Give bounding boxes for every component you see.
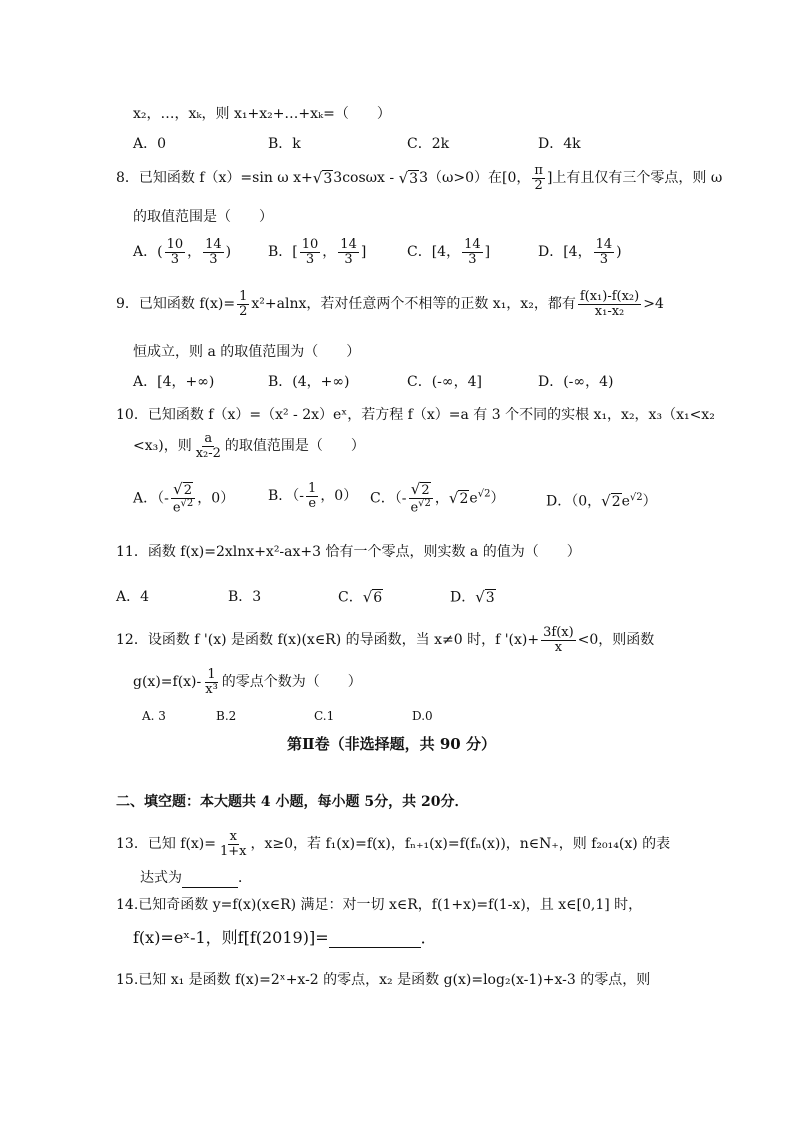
q8-option-c[interactable]: C．[4， $\frac{14}{3}$ ] xyxy=(407,237,491,267)
q8-text-b: 3cosωx - xyxy=(333,170,399,187)
question-10: 10．已知函数 f（x）=（x² - 2x）eˣ，若方程 f（x）=a 有 3 个不同的实根 x₁，x₂，x₃（x₁<x₂ xyxy=(116,407,715,423)
q10-line2: <x₃)，则 $\frac{a}{\text{x₂-2}}$ 的取值范围是（ ） xyxy=(133,431,365,461)
question-14: 14.已知奇函数 y=f(x)(x∈R) 满足：对一切 x∈R，f(1+x)=f(1-x)，且 x∈[0,1] 时， xyxy=(116,897,643,913)
q8-text-d: ]上有且仅有三个零点，则 ω xyxy=(546,170,723,187)
question-9: 9．已知函数 f(x)= $\frac{1}{2}$ x²+alnx，若对任意两个不相等的正数 x₁，x₂，都有 $\frac{\text{f(x₁)-f(x₂)}}{\text{x₁-x₂}}$ >4 xyxy=(116,289,664,319)
question-7-tail: x₂，…，xₖ，则 x₁+x₂+…+xₖ=（ ） xyxy=(133,106,391,122)
question-8 xyxy=(116,164,722,192)
q14-line2: f(x)=eˣ-1，则f[f(2019)]= ． xyxy=(133,928,437,947)
question-13: 13．已知 f(x)= $\frac{x}{1+x}$ ，x≥0，若 f₁(x)=f(x)，fₙ₊₁(x)=f(fₙ(x))，n∈N₊，则 f₂₀₁₄(x) 的表 xyxy=(116,829,671,859)
q10-option-a[interactable]: A．（- $\frac{√2}{e^{√2}}$ ，0） xyxy=(133,480,235,516)
q11-option-d[interactable]: D．√3 xyxy=(450,588,495,606)
part-2-heading: 第Ⅱ卷（非选择题，共 90 分） xyxy=(287,735,496,753)
difference-quotient: $\frac{\text{f(x₁)-f(x₂)}}{\text{x₁-x₂}}$ xyxy=(579,289,640,319)
q9-option-a[interactable]: A．[4，+∞) xyxy=(133,374,215,390)
q8-line2: 的取值范围是（ ） xyxy=(133,209,273,225)
q7-option-a[interactable]: A．0 xyxy=(133,136,167,152)
q8-option-a[interactable]: A．( $\frac{10}{3}$ ， $\frac{14}{3}$ ) xyxy=(133,237,232,267)
q12-option-a[interactable]: A. 3 xyxy=(142,709,166,723)
q7-option-c[interactable]: C．2k xyxy=(407,136,450,152)
q13-line2: 达式为 ． xyxy=(140,870,252,886)
q7-option-d[interactable]: D．4k xyxy=(538,136,581,152)
q9-option-d[interactable]: D．(-∞，4) xyxy=(538,374,614,390)
q8-option-b[interactable]: B．[ $\frac{10}{3}$ ， $\frac{14}{3}$ ] xyxy=(268,237,367,267)
pi-over-2: $\frac{\pi}{2}$ xyxy=(534,163,543,193)
q12-line2: g(x)=f(x)- $\frac{1}{\text{x³}}$ 的零点个数为（ ） xyxy=(133,667,362,697)
q11-option-b[interactable]: B．3 xyxy=(228,589,262,605)
q9-option-c[interactable]: C．(-∞，4] xyxy=(407,374,482,390)
q11-option-c[interactable]: C．√6 xyxy=(338,588,383,606)
question-11: 11．函数 f(x)=2xlnx+x²-ax+3 恰有一个零点，则实数 a 的值为（ ） xyxy=(116,544,581,560)
sqrt-3b: √3 xyxy=(398,168,419,187)
q12-option-b[interactable]: B.2 xyxy=(216,709,237,723)
q9-line2: 恒成立，则 a 的取值范围为（ ） xyxy=(133,344,361,360)
q8-text-c: 3（ω>0）在[0， xyxy=(419,170,531,187)
q8-text-a: 8．已知函数 f（x）=sin ω x+ xyxy=(116,170,313,187)
q7-option-b[interactable]: B．k xyxy=(268,136,301,152)
q8-option-d[interactable]: D．[4， $\frac{14}{3}$ ) xyxy=(538,237,622,267)
q14-answer-blank[interactable] xyxy=(329,933,421,948)
question-12: 12．设函数 f '(x) 是函数 f(x)(x∈R) 的导函数，当 x≠0 时，f '(x)+ $\frac{3f(x)}{x}$ <0，则函数 xyxy=(116,625,655,655)
sqrt-3: √3 xyxy=(312,168,333,187)
question-15: 15.已知 x₁ 是函数 f(x)=2ˣ+x-2 的零点，x₂ 是函数 g(x)=log₂(x-1)+x-3 的零点，则 xyxy=(116,972,651,988)
one-half: $\frac{1}{2}$ xyxy=(239,289,248,319)
q9-option-b[interactable]: B．(4，+∞) xyxy=(268,374,350,390)
q12-option-d[interactable]: D.0 xyxy=(412,709,433,723)
q10-option-d[interactable]: D．（0，$√2e^{√2}$） xyxy=(546,492,657,511)
q11-option-a[interactable]: A．4 xyxy=(116,589,150,605)
section-2-heading: 二、填空题：本大题共 4 小题，每小题 5分，共 20分． xyxy=(116,794,469,810)
q10-option-b[interactable]: B．（- $\frac{1}{e}$ ，0） xyxy=(268,481,358,511)
q12-option-c[interactable]: C.1 xyxy=(314,709,335,723)
q10-option-c[interactable]: C．（- $\frac{√2}{e^{√2}}$ ，$√2e^{√2}$） xyxy=(370,480,505,516)
q13-answer-blank[interactable] xyxy=(182,873,238,888)
